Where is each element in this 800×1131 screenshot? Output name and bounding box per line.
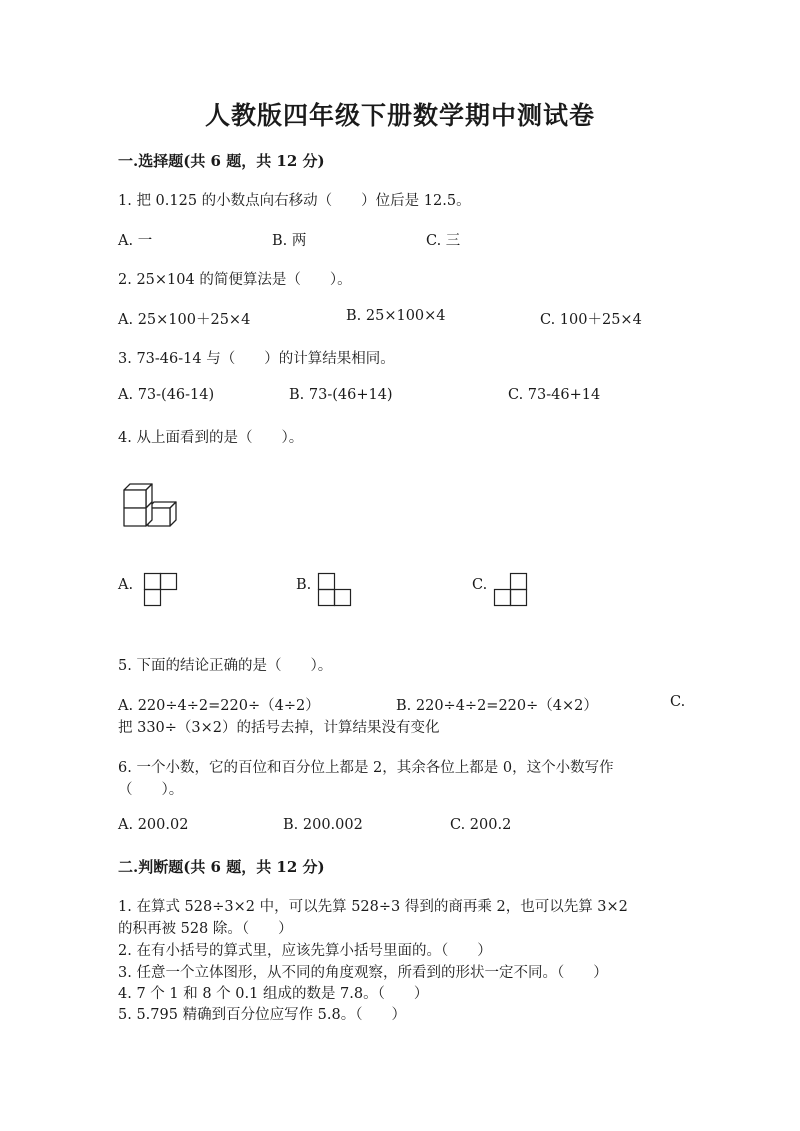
judgment-item: 2. 在有小括号的算式里，应该先算小括号里面的。（ ） xyxy=(118,943,492,959)
q6-option-a: A. 200.02 xyxy=(118,817,189,833)
q4-option-b-figure xyxy=(318,573,352,607)
page-title: 人教版四年级下册数学期中测试卷 xyxy=(204,101,595,130)
q1-option-a: A. 一 xyxy=(118,233,153,249)
q3-option-b: B. 73-(46+14) xyxy=(289,387,393,403)
q5-option-b: B. 220÷4÷2=220÷（4×2） xyxy=(396,698,598,714)
question-1-text: 1. 把 0.125 的小数点向右移动（ ）位后是 12.5。 xyxy=(118,193,471,209)
question-6-text-line2: （ ）。 xyxy=(118,782,184,798)
question-5-text: 5. 下面的结论正确的是（ ）。 xyxy=(118,658,333,674)
judgment-item: 1. 在算式 528÷3×2 中，可以先算 528÷3 得到的商再乘 2，也可以先算 3×2 xyxy=(118,899,628,915)
question-6-text: 6. 一个小数，它的百位和百分位上都是 2，其余各位上都是 0，这个小数写作 xyxy=(118,760,614,776)
q1-option-b: B. 两 xyxy=(272,233,307,249)
q2-option-b: B. 25×100×4 xyxy=(346,308,446,324)
cube-stack-figure xyxy=(118,478,182,528)
judgment-item: 的积再被 528 除。（ ） xyxy=(118,921,293,937)
q4-option-c-figure xyxy=(494,573,528,607)
question-2-text: 2. 25×104 的简便算法是（ ）。 xyxy=(118,272,352,288)
q4-option-b-label: B. xyxy=(296,577,312,593)
q4-option-c-label: C. xyxy=(472,577,488,593)
q6-option-c: C. 200.2 xyxy=(450,817,512,833)
judgment-item: 4. 7 个 1 和 8 个 0.1 组成的数是 7.8。（ ） xyxy=(118,986,429,1002)
q5-option-c-text: 把 330÷（3×2）的括号去掉，计算结果没有变化 xyxy=(118,720,440,736)
question-4-text: 4. 从上面看到的是（ ）。 xyxy=(118,430,304,446)
q1-option-c: C. 三 xyxy=(426,233,461,249)
q4-option-a-label: A. xyxy=(118,577,134,593)
q5-option-a: A. 220÷4÷2=220÷（4÷2） xyxy=(118,698,320,714)
q4-option-a-figure xyxy=(144,573,178,607)
q2-option-c: C. 100＋25×4 xyxy=(540,312,642,328)
q2-option-a: A. 25×100＋25×4 xyxy=(118,312,251,328)
judgment-item: 5. 5.795 精确到百分位应写作 5.8。（ ） xyxy=(118,1007,406,1023)
q3-option-a: A. 73-(46-14) xyxy=(118,387,215,403)
question-3-text: 3. 73-46-14 与（ ）的计算结果相同。 xyxy=(118,351,395,367)
q6-option-b: B. 200.002 xyxy=(283,817,363,833)
section-heading-judgment: 二.判断题(共 6 题，共 12 分) xyxy=(118,858,325,876)
q5-option-c: C. xyxy=(670,694,686,710)
judgment-item: 3. 任意一个立体图形，从不同的角度观察，所看到的形状一定不同。（ ） xyxy=(118,965,608,981)
q3-option-c: C. 73-46+14 xyxy=(508,387,601,403)
section-heading-choice: 一.选择题(共 6 题，共 12 分) xyxy=(118,152,325,170)
